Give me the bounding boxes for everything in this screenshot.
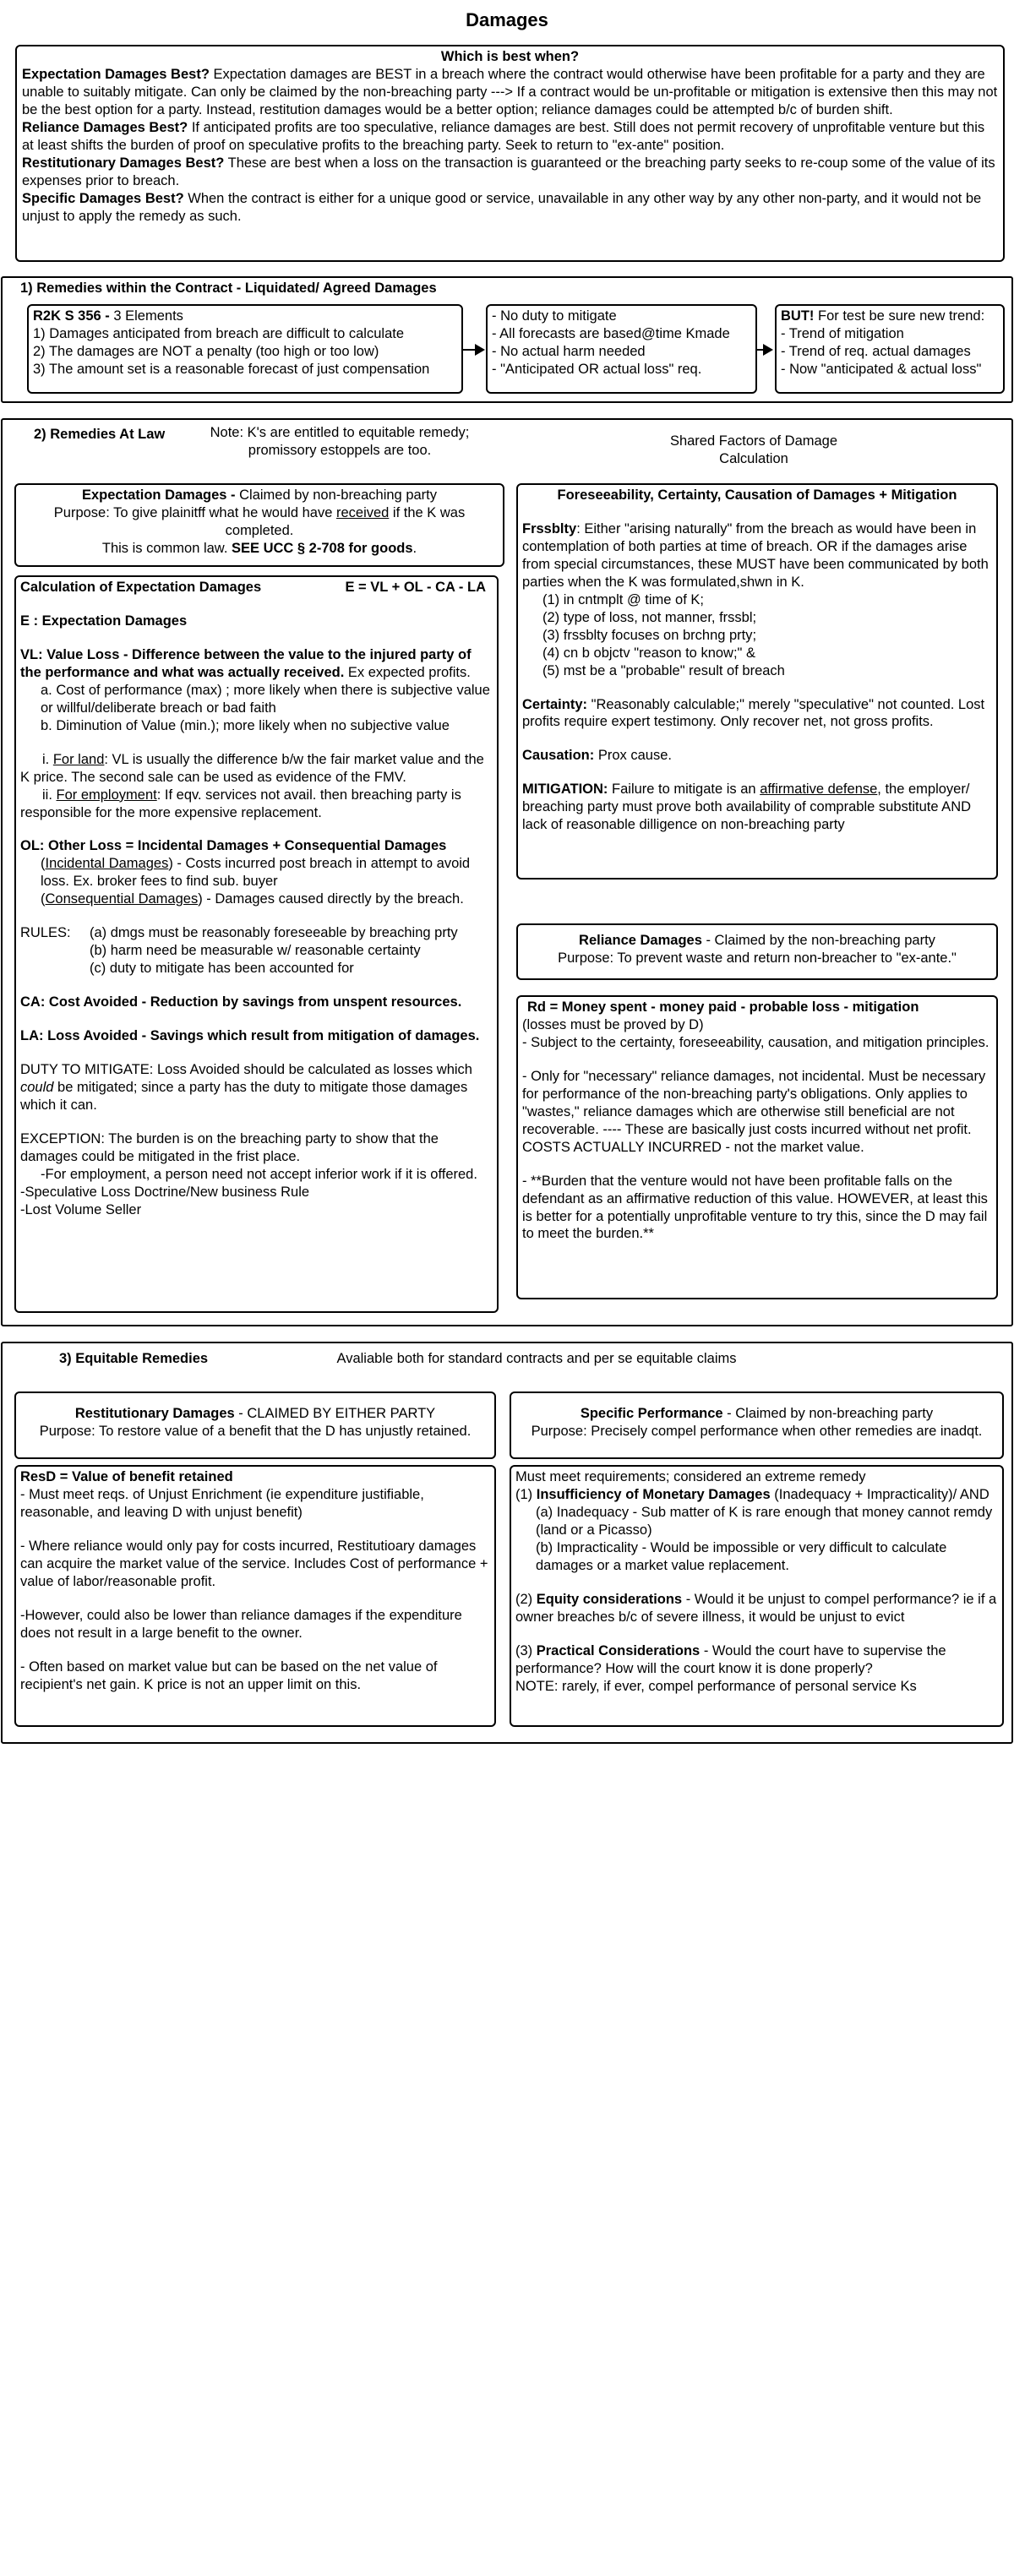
text-line xyxy=(20,751,493,787)
text-line: (2) type of loss, not manner, frssbl; xyxy=(542,609,757,625)
text-span: - Costs incurred post breach in attempt to avoid loss. Ex. broker fees to find sub. buyer xyxy=(41,856,471,890)
mid-rules-box xyxy=(486,304,757,394)
arrow-right-icon xyxy=(463,349,483,351)
text-span: affirmative defense xyxy=(760,782,878,798)
text-span: (Inadequacy + Impracticality)/ AND xyxy=(770,1486,989,1502)
which-best-box xyxy=(15,45,1005,262)
text-span: For employment xyxy=(56,787,157,803)
list-item: - Trend of mitigation xyxy=(781,325,904,341)
text-span: Expectation damages are BEST in a breach where the contract would otherwise have been profitable for a party and they are unable to suitably mitigate. Can only be claimed by the non-breaching party ---> If a contract would be un-profitable or mitigation is extensive then this may not be the best option for a party. Instead, restitution damages would be a better option; reliance damages could be attempted b/c of burden shift. xyxy=(22,66,998,117)
text-line: (Incidental Damages) - Costs incurred post breach in attempt to avoid loss. Ex. broker fees to find sub. buyer xyxy=(41,856,471,890)
text-line: Foreseeability, Certainty, Causation of Damages + Mitigation xyxy=(557,487,957,503)
but-trend-box xyxy=(775,304,1005,394)
restitution-calculation-box xyxy=(14,1465,496,1727)
text-span: VL: Value Loss - Difference between the value to the injured party of the performance and what was actually received. xyxy=(20,646,472,680)
text-span: be mitigated; since a party has the duty to mitigate those damages which it can. xyxy=(20,1080,468,1113)
text-span: (2) xyxy=(515,1591,537,1607)
text-span: "Reasonably calculable;" merely "speculative" not counted. Lost profits require expert testimony. Only recover net, not gross profits. xyxy=(522,696,985,730)
text-span: Calculation of Expectation Damages xyxy=(20,580,262,595)
text-span: If anticipated profits are too speculative, reliance damages are best. Still does not permit recovery of unprofitable venture but this at least shifts the burden of proof on speculative profits to the breaching party. Seek to return to "ex-ante" position. xyxy=(22,119,985,153)
text-span: Prox cause. xyxy=(594,748,672,764)
text-line xyxy=(20,787,493,822)
text-line: (Consequential Damages) - Damages caused directly by the breach. xyxy=(41,891,464,907)
which-best-reliance xyxy=(22,119,998,155)
text-line xyxy=(515,1486,998,1504)
list-item: - No actual harm needed xyxy=(492,343,646,359)
text-span: Ex expected profits. xyxy=(344,664,471,680)
text-span: R2K S 356 - xyxy=(33,308,114,324)
text-span: Causation: xyxy=(522,748,595,764)
text-span: (1) xyxy=(515,1486,537,1502)
text-span: SEE UCC § 2-708 for goods xyxy=(231,540,413,556)
text-span: Expectation Damages - xyxy=(81,487,240,503)
text-line: - Must meet reqs. of Unjust Enrichment (ie expenditure justifiable, reasonable, and leaving D with unjust benefit) xyxy=(20,1486,424,1520)
section-1-heading: 1) Remedies within the Contract - Liquidated/ Agreed Damages xyxy=(20,280,437,296)
text-span: Consequential Damages xyxy=(45,891,199,907)
text-line: - Often based on market value but can be based on the net value of recipient's net gain. K price is not an upper limit on this. xyxy=(20,1658,438,1692)
list-item: - No duty to mitigate xyxy=(492,308,617,324)
text-line xyxy=(781,308,999,325)
text-span: This is common law. xyxy=(101,540,232,556)
text-line: (5) mst be a "probable" result of breach xyxy=(542,662,785,678)
text-span: : Either "arising naturally" from the breach as would have been in contemplation of both parties at time of breach. OR if the damages arise from special circumstances, these MUST have been communicated by both parties when the K was formulated,shwn in K. xyxy=(522,520,989,590)
text-line: Purpose: To restore value of a benefit that the D has unjustly retained. xyxy=(39,1423,472,1439)
text-line xyxy=(522,696,992,732)
text-span: - Claimed by non-breaching party xyxy=(722,1406,934,1421)
text-span: Reliance Damages Best? xyxy=(22,119,188,135)
text-span: Incidental Damages xyxy=(45,856,169,872)
which-best-specific xyxy=(22,190,998,226)
text-span: Claimed by non-breaching party xyxy=(239,487,438,503)
text-span: BUT! xyxy=(781,308,815,324)
text-line: -However, could also be lower than reliance damages if the expenditure does not result in a large benefit to the owner. xyxy=(20,1607,462,1641)
text-line: EXCEPTION: The burden is on the breaching party to show that the damages could be mitigated in the frist place. xyxy=(20,1130,439,1164)
text-line: b. Diminution of Value (min.); more likely when no subjective value xyxy=(41,717,450,733)
text-span: Practical Considerations xyxy=(536,1642,701,1658)
text-line xyxy=(20,1061,493,1114)
text-span: i. xyxy=(42,751,53,767)
text-span: ii. xyxy=(42,787,57,803)
text-span: - Damages caused directly by the breach. xyxy=(202,891,464,907)
section-2-note: Note: K's are entitled to equitable remedy; promissory estoppels are too. xyxy=(210,425,470,458)
text-span: could xyxy=(20,1080,54,1096)
text-line xyxy=(21,487,498,504)
expectation-formula: E = VL + OL - CA - LA xyxy=(345,580,486,595)
text-line: Purpose: Precisely compel performance when other remedies are inadqt. xyxy=(531,1423,983,1439)
text-line: NOTE: rarely, if ever, compel performance of personal service Ks xyxy=(515,1678,917,1694)
text-line: (losses must be proved by D) xyxy=(522,1016,704,1032)
text-line: a. Cost of performance (max) ; more likely when there is subjective value or willful/deliberate breach or bad faith xyxy=(41,682,490,716)
text-span: - Would it be unjust to compel performance? ie if a owner breaches b/c of severe illness, it would be unjust to evict xyxy=(515,1591,997,1625)
text-line xyxy=(21,1405,489,1423)
arrow-right-icon xyxy=(757,349,771,351)
list-item: - All forecasts are based@time Kmade xyxy=(492,325,730,341)
text-line xyxy=(21,540,498,558)
text-span: These are best when a loss on the transaction is guaranteed or the breaching party seeks to re-coup some of the value of its expenses prior to breach. xyxy=(22,155,995,188)
text-span: . xyxy=(412,540,417,556)
text-line: (a) Inadequacy - Sub matter of K is rare enough that money cannot remdy (land or a Picasso) xyxy=(536,1504,993,1538)
r2k-elements-box xyxy=(27,304,463,394)
text-line xyxy=(523,932,991,950)
text-span: When the contract is either for a unique good or service, unavailable in any other way by any other non-party, and it would not be unjust to apply the remedy as such. xyxy=(22,190,982,224)
text-span: Failure to mitigate is an xyxy=(608,782,760,798)
text-line: - Where reliance would only pay for costs incurred, Restitutioary damages can acquire the market value of the service. Includes Cost of performance + value of labor/reasonable profit. xyxy=(20,1538,488,1589)
text-line: ResD = Value of benefit retained xyxy=(20,1469,233,1484)
section-2-heading: 2) Remedies At Law xyxy=(34,427,166,442)
text-line: - **Burden that the venture would not have been profitable falls on the defendant as an affirmative reduction of this value. HOWEVER, at least this is better for a potentially unprofitable venture to try this, since the D may fail to meet the burden.** xyxy=(522,1173,988,1242)
list-item: 2) The damages are NOT a penalty (too high or too low) xyxy=(33,343,379,359)
text-line xyxy=(20,646,493,682)
text-line xyxy=(522,747,992,765)
which-best-heading: Which is best when? xyxy=(440,49,580,64)
text-span: Restitutionary Damages Best? xyxy=(22,155,225,171)
which-best-restitution xyxy=(22,155,998,190)
text-line: -For employment, a person need not accept inferior work if it is offered. xyxy=(41,1166,477,1182)
text-span: Equity considerations xyxy=(536,1591,683,1607)
text-line: (b) harm need be measurable w/ reasonable certainty xyxy=(90,943,421,959)
text-span: For land xyxy=(52,751,105,767)
which-best-expectation xyxy=(22,66,998,119)
list-item: - "Anticipated OR actual loss" req. xyxy=(492,361,702,377)
text-span: Insufficiency of Monetary Damages xyxy=(536,1486,771,1502)
text-span: : If eqv. services not avail. then breaching party is responsible for the more expensive replacement. xyxy=(20,787,461,820)
list-item: 3) The amount set is a reasonable forecast of just compensation xyxy=(33,361,430,377)
text-span: Specific Performance xyxy=(580,1406,723,1421)
text-line: (a) dmgs must be reasonably foreseeable by breaching prty xyxy=(90,925,458,941)
text-line: Must meet requirements; considered an extreme remedy xyxy=(515,1469,866,1484)
text-span: (3) xyxy=(515,1642,537,1658)
text-line xyxy=(20,579,493,596)
text-line xyxy=(515,1642,998,1678)
text-line: - Only for "necessary" reliance damages, not incidental. Must be necessary for performance of the non-breaching party's obligations. Only applies to "wastes," reliance damages which are otherwise still beneficial are not recoverable. ---- These are basically just costs incurred without net profit. COSTS ACTUALLY INCURRED - not the market value. xyxy=(522,1068,986,1155)
section-3-heading: 3) Equitable Remedies xyxy=(59,1351,209,1366)
text-line: (4) cn b objctv "reason to know;" & xyxy=(542,645,755,661)
text-span: For test be sure new trend: xyxy=(814,308,985,324)
text-line: LA: Loss Avoided - Savings which result from mitigation of damages. xyxy=(20,1028,480,1044)
text-span: received xyxy=(335,504,390,520)
text-span: MITIGATION: xyxy=(522,782,608,798)
expectation-damages-box xyxy=(14,483,504,567)
text-line: (3) frssblty focuses on brchng prty; xyxy=(542,627,757,643)
list-item: - Now "anticipated & actual loss" xyxy=(781,361,982,377)
specific-performance-requirements-box xyxy=(510,1465,1004,1727)
reliance-damages-box xyxy=(516,923,998,980)
text-span: Specific Damages Best? xyxy=(22,190,184,206)
text-line: (1) in cntmplt @ time of K; xyxy=(542,591,704,607)
text-span: , the employer/ breaching party must prove both availability of comprable substitute AND lack of reasonable dilligence on non-breaching party xyxy=(522,782,972,833)
text-span: Frssblty xyxy=(522,520,577,536)
expectation-calculation-box xyxy=(14,575,499,1313)
text-span: Certainty: xyxy=(522,696,588,712)
page-title: Damages xyxy=(466,9,548,30)
specific-performance-box xyxy=(510,1391,1004,1459)
section-3-note: Avaliable both for standard contracts and per se equitable claims xyxy=(336,1351,737,1366)
text-span: Purpose: To give plainitff what he would have xyxy=(53,504,336,520)
foreseeability-box xyxy=(516,483,998,880)
text-line: - Subject to the certainty, foreseeability, causation, and mitigation principles. xyxy=(522,1034,989,1050)
text-line: -Speculative Loss Doctrine/New business Rule xyxy=(20,1184,310,1200)
text-span: - Claimed by the non-breaching party xyxy=(701,933,935,948)
text-span: Reliance Damages xyxy=(579,933,702,948)
text-span: Expectation Damages Best? xyxy=(22,66,210,82)
text-line xyxy=(33,308,457,325)
text-span: Restitutionary Damages xyxy=(74,1406,235,1421)
text-line xyxy=(21,504,498,540)
text-line xyxy=(522,781,992,834)
text-line: Rd = Money spent - money paid - probable loss - mitigation xyxy=(527,999,919,1015)
text-line: (b) Impracticality - Would be impossible or very difficult to calculate damages or a market value replacement. xyxy=(536,1539,947,1573)
text-line: OL: Other Loss = Incidental Damages + Consequential Damages xyxy=(20,838,447,854)
text-line xyxy=(515,1591,998,1626)
text-line xyxy=(516,1405,997,1423)
text-line: CA: Cost Avoided - Reduction by savings from unspent resources. xyxy=(20,994,462,1010)
text-line: Purpose: To prevent waste and return non-breacher to "ex-ante." xyxy=(558,950,957,966)
text-line: E : Expectation Damages xyxy=(20,613,188,629)
text-line xyxy=(522,520,992,591)
text-line: (c) duty to mitigate has been accounted for xyxy=(90,961,354,977)
text-line: -Lost Volume Seller xyxy=(20,1201,142,1217)
text-span: DUTY TO MITIGATE: Loss Avoided should be calculated as losses which xyxy=(20,1062,472,1078)
restitutionary-damages-box xyxy=(14,1391,496,1459)
text-span: if the K was completed. xyxy=(225,504,466,538)
text-span: 3 Elements xyxy=(113,308,183,324)
text-span: RULES: xyxy=(20,925,71,941)
shared-factors-label: Shared Factors of Damage Calculation xyxy=(669,433,838,466)
reliance-calculation-box xyxy=(516,995,998,1299)
text-span: - CLAIMED BY EITHER PARTY xyxy=(234,1406,436,1421)
list-item: 1) Damages anticipated from breach are difficult to calculate xyxy=(33,325,405,341)
text-span: - Would the court have to supervise the performance? How will the court know it is done properly? xyxy=(515,1642,946,1676)
list-item: - Trend of req. actual damages xyxy=(781,343,971,359)
text-span: : VL is usually the difference b/w the fair market value and the K price. The second sale can be used as evidence of the FMV. xyxy=(20,751,484,785)
